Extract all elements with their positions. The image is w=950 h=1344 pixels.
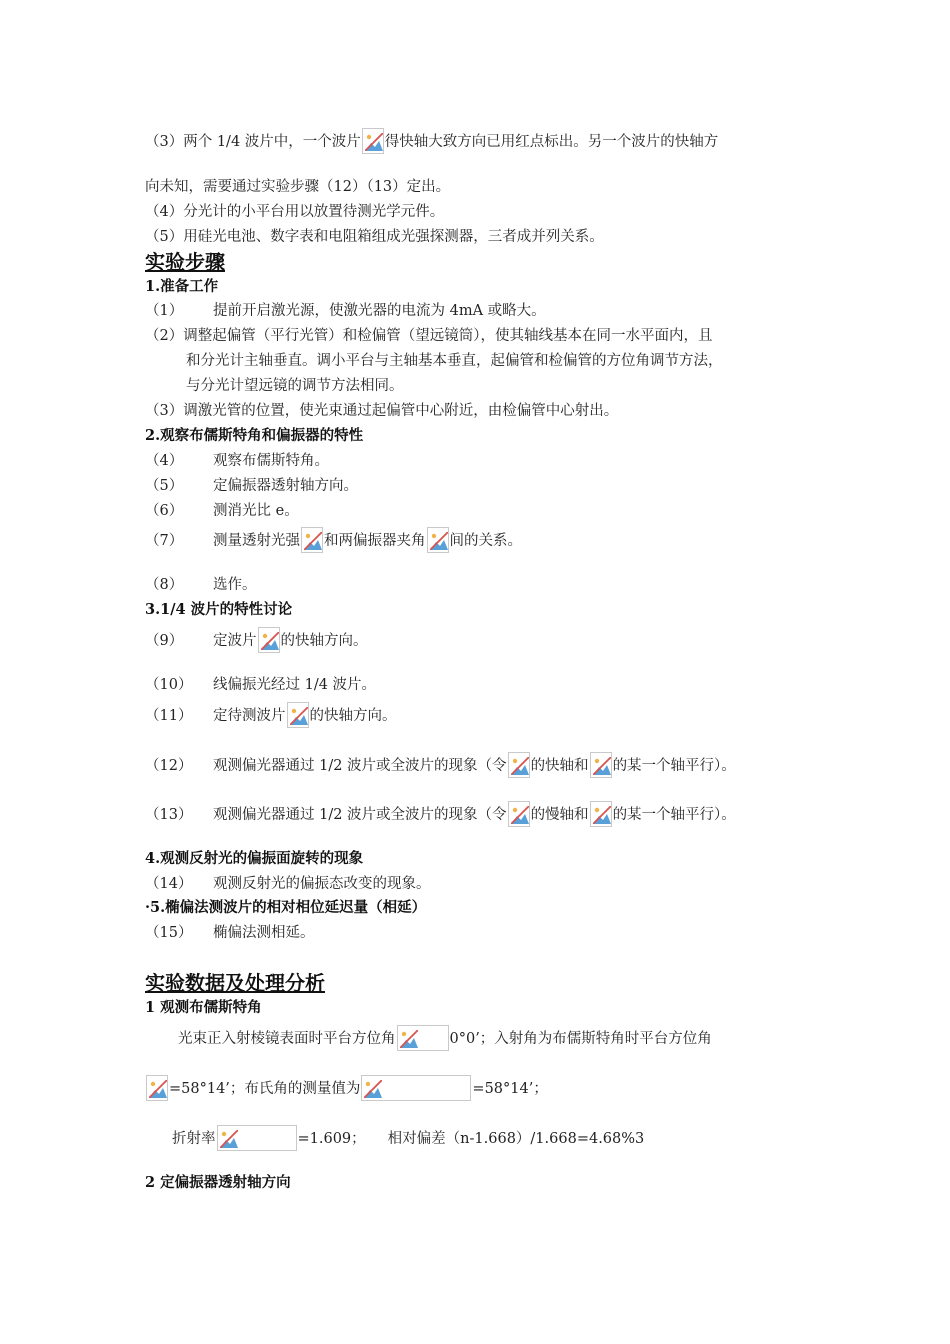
note-5: （5）用硅光电池、数字表和电阻箱组成光强探测器，三者成并列关系。	[145, 229, 604, 245]
broken-image-icon	[508, 752, 530, 778]
section-4-title: 4.观测反射光的偏振面旋转的现象	[145, 850, 364, 867]
data-1-line3: 折射率 =1.609； 相对偏差（n-1.668）/1.668=4.68%3	[172, 1125, 644, 1151]
broken-image-icon	[301, 527, 323, 553]
step-14: （14） 观测反射光的偏振态改变的现象。	[145, 876, 431, 892]
step-1: （1） 提前开启激光源，使激光器的电流为 4mA 或略大。	[145, 303, 546, 319]
step-2-line2: 和分光计主轴垂直。调小平台与主轴基本垂直，起偏管和检偏管的方位角调节方法，	[186, 353, 723, 369]
broken-image-icon	[362, 128, 384, 154]
broken-image-icon	[258, 627, 280, 653]
broken-image-icon	[590, 752, 612, 778]
step-8: （8） 选作。	[145, 577, 257, 593]
note-3-line1: （3）两个 1/4 波片中，一个波片 得快轴大致方向已用红点标出。另一个波片的快轴方	[145, 128, 718, 154]
step-12: （12） 观测偏光器通过 1/2 波片或全波片的现象（令 的快轴和 的某一个轴平行）。	[145, 752, 736, 778]
section-1-title: 1.准备工作	[145, 278, 219, 295]
step-7: （7） 测量透射光强 和两偏振器夹角 间的关系。	[145, 527, 522, 553]
step-6: （6） 测消光比 e。	[145, 503, 299, 519]
data-1-line2: =58°14’；布氏角的测量值为 =58°14’；	[145, 1075, 548, 1101]
broken-image-icon	[508, 801, 530, 827]
step-4: （4） 观察布儒斯特角。	[145, 453, 329, 469]
step-2-line1: （2）调整起偏管（平行光管）和检偏管（望远镜筒），使其轴线基本在同一水平面内，且	[145, 328, 713, 344]
data-1-title: 1 观测布儒斯特角	[145, 999, 262, 1016]
note-3-line2: 向未知，需要通过实验步骤（12）（13）定出。	[145, 179, 451, 195]
step-9: （9） 定波片 的快轴方向。	[145, 627, 368, 653]
broken-image-icon	[217, 1125, 297, 1151]
step-3: （3）调激光管的位置，使光束通过起偏管中心附近，由检偏管中心射出。	[145, 403, 619, 419]
broken-image-icon	[287, 702, 309, 728]
step-11: （11） 定待测波片 的快轴方向。	[145, 702, 397, 728]
note-4: （4）分光计的小平台用以放置待测光学元件。	[145, 204, 445, 220]
data-heading: 实验数据及处理分析	[145, 971, 325, 995]
step-13: （13） 观测偏光器通过 1/2 波片或全波片的现象（令 的慢轴和 的某一个轴平行）。	[145, 801, 736, 827]
step-2-line3: 与分光计望远镜的调节方法相同。	[186, 378, 404, 394]
section-5-title: ·5.椭偏法测波片的相对相位延迟量（相延）	[145, 899, 427, 916]
section-3-title: 3.1/4 波片的特性讨论	[145, 601, 293, 618]
step-10: （10） 线偏振光经过 1/4 波片。	[145, 677, 377, 693]
section-2-title: 2.观察布儒斯特角和偏振器的特性	[145, 427, 364, 444]
data-2-title: 2 定偏振器透射轴方向	[145, 1174, 291, 1191]
broken-image-icon	[397, 1025, 449, 1051]
broken-image-icon	[361, 1075, 471, 1101]
data-1-line1: 光束正入射棱镜表面时平台方位角 0°0’；入射角为布儒斯特角时平台方位角	[178, 1025, 712, 1051]
step-5: （5） 定偏振器透射轴方向。	[145, 478, 358, 494]
broken-image-icon	[427, 527, 449, 553]
steps-heading: 实验步骤	[145, 250, 225, 274]
broken-image-icon	[590, 801, 612, 827]
broken-image-icon	[146, 1075, 168, 1101]
step-15: （15） 椭偏法测相延。	[145, 925, 315, 941]
